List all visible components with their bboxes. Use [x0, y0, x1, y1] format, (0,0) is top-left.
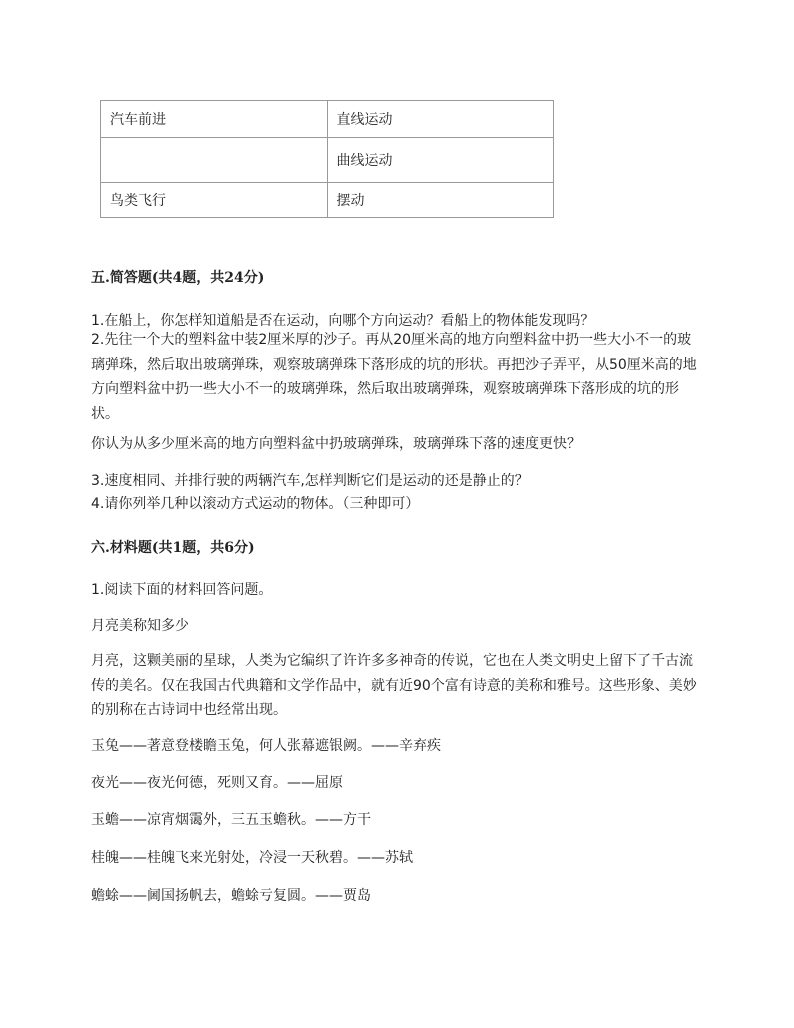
poem-line: 夜光——夜光何德，死则又育。——屈原 — [91, 775, 343, 791]
question-text: 3.速度相同、并排行驶的两辆汽车,怎样判断它们是运动的还是静止的？ — [91, 473, 529, 489]
matching-table — [100, 100, 554, 218]
question-text: 1.阅读下面的材料回答问题。 — [91, 582, 273, 598]
table-cell: 鸟类飞行 — [101, 183, 328, 218]
poem-line: 蟾蜍——阃国扬帆去，蟾蜍亏复圆。——贾岛 — [91, 888, 371, 904]
poem-line: 桂魄——桂魄飞来光射处，冷浸一天秋碧。——苏轼 — [91, 850, 413, 866]
table-cell: 曲线运动 — [327, 138, 554, 183]
table-row — [101, 183, 554, 218]
section-title: 五.简答题(共4题，共24分) — [91, 270, 265, 286]
table-cell — [101, 138, 328, 183]
table-cell: 直线运动 — [327, 101, 554, 138]
poem-line: 玉蟾——凉宵烟霭外，三五玉蟾秋。——方干 — [91, 812, 371, 828]
poem-line: 玉兔——著意登楼瞻玉兔，何人张幕遮银阙。——辛弃疾 — [91, 738, 441, 754]
table-row — [101, 101, 554, 138]
question-text: 1.在船上，你怎样知道船是否在运动，向哪个方向运动？看船上的物体能发现吗？ — [91, 313, 595, 329]
question-text: 你认为从多少厘米高的地方向塑料盆中扔玻璃弹珠，玻璃弹珠下落的速度更快？ — [91, 436, 581, 452]
material-paragraph: 月亮，这颗美丽的星球，人类为它编织了许许多多神奇的传说，它也在人类文明史上留下了千古流传的美名。仅在我国古代典籍和文学作品中，就有近90个富有诗意的美称和雅号。这些形象、美妙的别称在古诗词中也经常出现。 — [91, 653, 697, 718]
table-cell: 汽车前进 — [101, 101, 328, 138]
section-title: 六.材料题(共1题，共6分) — [91, 540, 255, 556]
question-text: 4.请你列举几种以滚动方式运动的物体。（三种即可） — [91, 496, 420, 512]
material-subtitle: 月亮美称知多少 — [91, 618, 189, 634]
table-cell: 摆动 — [327, 183, 554, 218]
question-text: 2.先往一个大的塑料盆中装2厘米厚的沙子。再从20厘米高的地方向塑料盆中扔一些大小不一的玻璃弹珠，然后取出玻璃弹珠，观察玻璃弹珠下落形成的坑的形状。再把沙子弄平，从50厘米高的地方向塑料盆中扔一些大小不一的玻璃弹珠，然后取出玻璃弹珠，观察玻璃弹珠下落形成的坑的形状。 — [91, 332, 697, 422]
table-row — [101, 138, 554, 183]
